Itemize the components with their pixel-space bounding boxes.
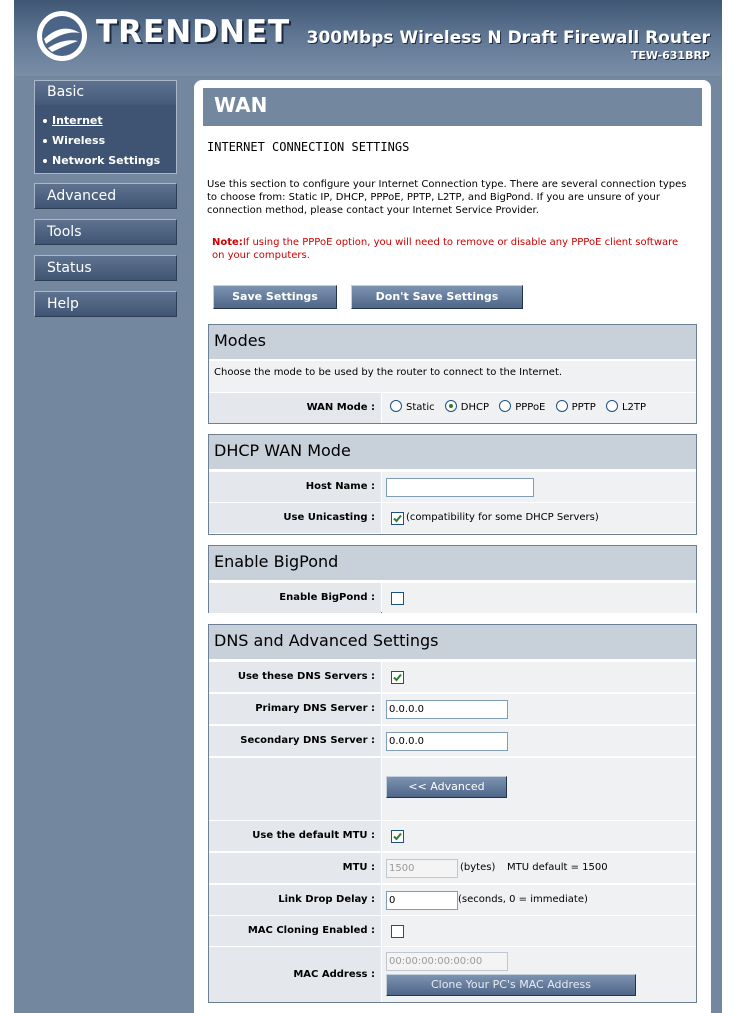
radio-pptp[interactable]: PPTP	[556, 402, 596, 413]
checkmark-icon	[392, 672, 403, 683]
mtu-label: MTU :	[209, 853, 381, 883]
sidebar-basic-panel	[34, 80, 177, 174]
unicasting-label: Use Unicasting :	[209, 503, 381, 533]
bullet-icon	[43, 139, 47, 143]
secondary-dns-row	[209, 725, 696, 756]
sidebar-basic-header[interactable]: Basic	[35, 81, 176, 105]
link-drop-unit: (seconds, 0 = immediate)	[458, 894, 588, 905]
dhcp-section	[208, 434, 697, 535]
mac-address-label: MAC Address :	[209, 947, 381, 1002]
page-title: WAN	[214, 93, 268, 117]
host-name-input[interactable]	[386, 478, 534, 497]
brand-logo-text: TRENDNET	[96, 14, 291, 50]
host-name-row	[209, 471, 696, 502]
link-drop-cell	[382, 885, 696, 915]
sidebar-item-internet[interactable]: Internet	[43, 114, 103, 127]
section-heading: INTERNET CONNECTION SETTINGS	[207, 140, 410, 154]
default-mtu-cell	[382, 821, 696, 851]
wan-mode-row	[209, 392, 696, 423]
mac-cloning-label: MAC Cloning Enabled :	[209, 916, 381, 946]
sidebar-tools-button[interactable]: Tools	[34, 219, 177, 245]
radio-selected-icon	[445, 400, 457, 412]
mac-cloning-row	[209, 915, 696, 946]
link-drop-row	[209, 884, 696, 915]
advanced-button-label-cell	[209, 758, 381, 820]
mac-address-input[interactable]	[386, 952, 508, 971]
checkmark-icon	[392, 831, 403, 842]
advanced-toggle-button[interactable]: << Advanced	[386, 776, 507, 798]
link-drop-label: Link Drop Delay :	[209, 885, 381, 915]
radio-static[interactable]: Static	[390, 402, 435, 413]
use-dns-label: Use these DNS Servers :	[209, 662, 381, 692]
host-name-label: Host Name :	[209, 472, 381, 502]
bigpond-row	[209, 582, 696, 613]
radio-pppoe[interactable]: PPPoE	[499, 402, 545, 413]
link-drop-input[interactable]	[386, 891, 458, 910]
bullet-icon	[43, 119, 47, 123]
clone-mac-button[interactable]: Clone Your PC's MAC Address	[386, 974, 636, 996]
secondary-dns-cell	[382, 726, 696, 756]
sidebar-advanced-button[interactable]: Advanced	[34, 183, 177, 209]
advanced-button-cell	[382, 758, 696, 820]
radio-icon	[556, 400, 568, 412]
wan-mode-label: WAN Mode :	[209, 393, 381, 423]
mac-cloning-cell	[382, 916, 696, 946]
mac-cloning-checkbox[interactable]	[391, 925, 404, 938]
page-title-bar	[203, 88, 702, 126]
intro-description: Use this section to configure your Internet Connection type. There are several connection types to choose from: Static IP, DHCP, PPPoE, PPTP, L2TP, and BigPond. If you are unsure of your connection method, please contact your Internet Service Provider.	[207, 179, 687, 216]
sidebar-status-button[interactable]: Status	[34, 255, 177, 281]
default-mtu-label: Use the default MTU :	[209, 821, 381, 851]
radio-icon	[606, 400, 618, 412]
mtu-input[interactable]	[386, 859, 458, 878]
mtu-unit: (bytes)	[460, 862, 496, 873]
unicasting-row	[209, 502, 696, 533]
mtu-row	[209, 852, 696, 883]
mac-address-cell	[382, 947, 696, 1002]
radio-icon	[390, 400, 402, 412]
modes-description: Choose the mode to be used by the router to connect to the Internet.	[209, 361, 696, 392]
pppoe-note	[212, 236, 692, 262]
model-number: TEW-631BRP	[630, 49, 710, 62]
sidebar-help-button[interactable]: Help	[34, 291, 177, 317]
primary-dns-label: Primary DNS Server :	[209, 694, 381, 724]
bigpond-cell	[382, 583, 696, 613]
advanced-button-row	[209, 757, 696, 820]
product-title: 300Mbps Wireless N Draft Firewall Router	[306, 28, 710, 48]
save-settings-button[interactable]: Save Settings	[213, 285, 337, 309]
modes-title: Modes	[209, 325, 696, 360]
use-dns-cell	[382, 662, 696, 692]
unicasting-checkbox[interactable]	[391, 512, 404, 525]
secondary-dns-input[interactable]	[386, 732, 508, 751]
dhcp-title: DHCP WAN Mode	[209, 435, 696, 470]
modes-section	[208, 324, 697, 424]
host-name-cell	[382, 472, 696, 502]
checkmark-icon	[392, 513, 403, 524]
use-dns-checkbox[interactable]	[391, 671, 404, 684]
dns-title: DNS and Advanced Settings	[209, 625, 696, 660]
header-banner	[14, 0, 722, 76]
primary-dns-input[interactable]	[386, 700, 508, 719]
primary-dns-cell	[382, 694, 696, 724]
radio-dhcp[interactable]: DHCP	[445, 402, 489, 413]
sidebar-item-network-settings[interactable]: Network Settings	[43, 154, 160, 167]
default-mtu-checkbox[interactable]	[391, 830, 404, 843]
mtu-cell	[382, 853, 696, 883]
primary-dns-row	[209, 693, 696, 724]
radio-l2tp[interactable]: L2TP	[606, 402, 646, 413]
unicasting-note: (compatibility for some DHCP Servers)	[406, 512, 599, 523]
bigpond-section	[208, 545, 697, 613]
mtu-default-text: MTU default = 1500	[507, 862, 608, 873]
mac-address-row	[209, 946, 696, 1002]
bullet-icon	[43, 159, 47, 163]
default-mtu-row	[209, 820, 696, 851]
wan-mode-options	[382, 393, 696, 423]
use-dns-row	[209, 661, 696, 692]
note-text: If using the PPPoE option, you will need to remove or disable any PPPoE client software on your computers.	[212, 237, 679, 261]
dns-section	[208, 624, 697, 1003]
radio-icon	[499, 400, 511, 412]
bigpond-label: Enable BigPond :	[209, 583, 381, 613]
unicasting-cell	[382, 503, 696, 533]
dont-save-settings-button[interactable]: Don't Save Settings	[351, 285, 523, 309]
secondary-dns-label: Secondary DNS Server :	[209, 726, 381, 756]
sidebar-item-wireless[interactable]: Wireless	[43, 134, 105, 147]
trendnet-logo-icon	[34, 8, 90, 64]
bigpond-checkbox[interactable]	[391, 592, 404, 605]
bigpond-title: Enable BigPond	[209, 546, 696, 581]
note-label: Note:	[212, 237, 243, 248]
